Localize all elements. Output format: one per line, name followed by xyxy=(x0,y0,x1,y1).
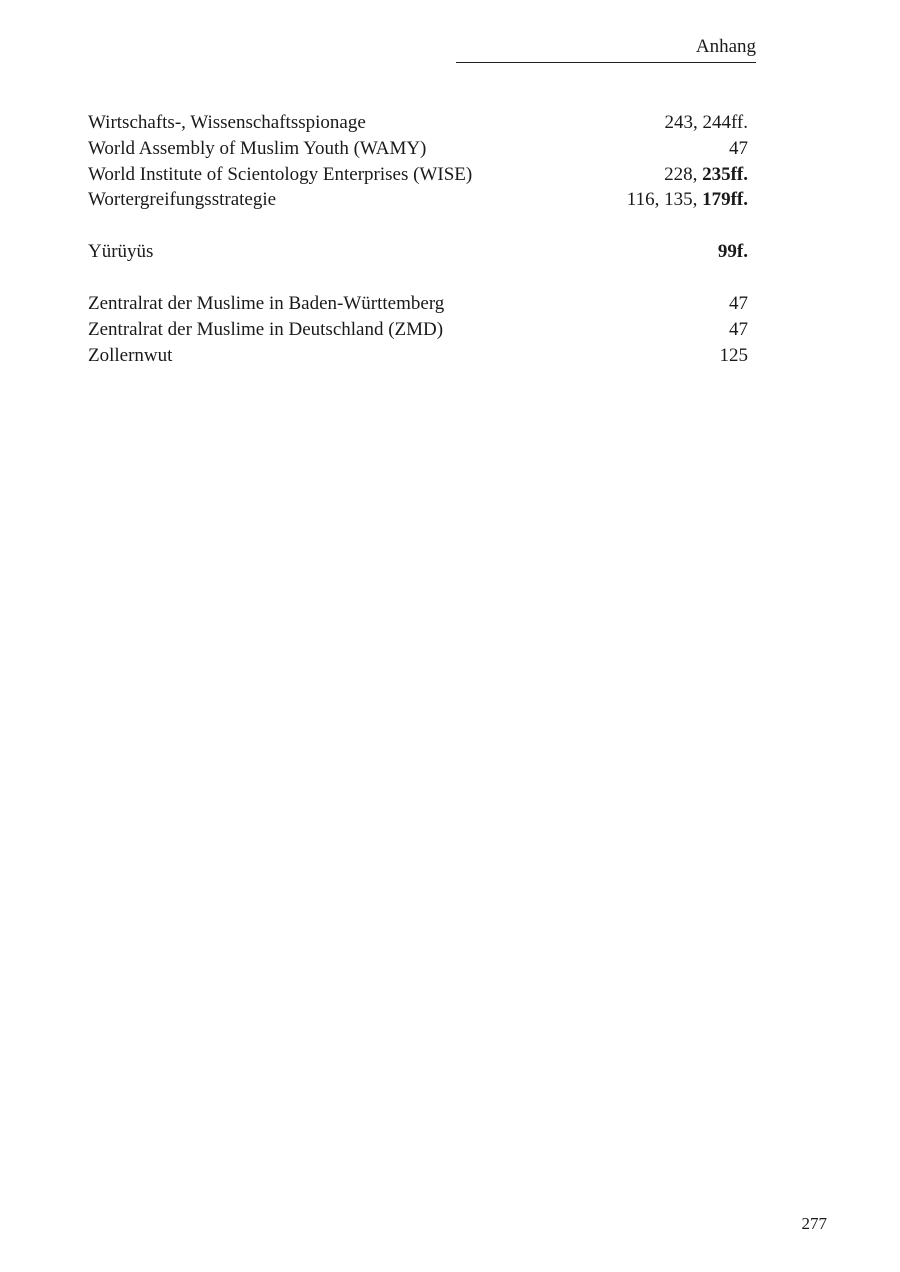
index-term: Wortergreifungsstrategie xyxy=(88,189,277,211)
index-term: World Assembly of Muslim Youth (WAMY) xyxy=(88,137,427,159)
index-term: Zollernwut xyxy=(88,344,173,366)
index-term: Zentralrat der Muslime in Deutschland (ZMD) xyxy=(88,318,444,340)
index-entry xyxy=(88,239,748,265)
index-group xyxy=(88,239,748,265)
index-entry xyxy=(88,291,748,317)
index-pages xyxy=(729,291,748,317)
page-reference: 47 xyxy=(729,318,748,340)
index-pages xyxy=(718,239,748,265)
index-entry xyxy=(88,187,748,213)
index-pages xyxy=(729,317,748,343)
index-entry xyxy=(88,162,748,188)
index-pages xyxy=(720,343,749,369)
index-group xyxy=(88,110,748,213)
page-reference: 244ff. xyxy=(702,112,748,133)
index-term: World Institute of Scientology Enterprises (WISE) xyxy=(88,163,473,185)
index-term: Zentralrat der Muslime in Baden-Württemberg xyxy=(88,292,445,314)
index-pages xyxy=(729,136,748,162)
page-reference: 47 xyxy=(729,137,748,159)
page-reference: 179ff. xyxy=(702,189,748,211)
page-reference: 116 xyxy=(626,189,655,211)
page-reference: 228 xyxy=(664,163,693,185)
index-entry xyxy=(88,317,748,343)
page-number: 277 xyxy=(801,1214,827,1233)
running-header xyxy=(456,34,756,63)
page-reference: 125 xyxy=(719,344,748,366)
index-entry xyxy=(88,343,748,369)
page-reference: 99f. xyxy=(717,241,748,263)
index-term: Wirtschafts-, Wissenschaftsspionage xyxy=(88,112,366,133)
index-entry xyxy=(88,110,748,136)
index-pages: 243, 244ff. xyxy=(664,112,748,133)
index-pages: 228, 235ff. xyxy=(664,163,748,185)
page-reference: 243 xyxy=(664,112,693,133)
index-pages: 116, 135, 179ff. xyxy=(626,189,748,211)
page-reference: 235ff. xyxy=(702,163,748,185)
page-reference: 135 xyxy=(664,189,693,211)
section-title: Anhang xyxy=(695,36,756,57)
index-list xyxy=(88,110,748,394)
index-entry xyxy=(88,136,748,162)
index-group xyxy=(88,291,748,368)
page-reference: 47 xyxy=(729,292,748,314)
index-term: Yürüyüs xyxy=(88,241,154,263)
